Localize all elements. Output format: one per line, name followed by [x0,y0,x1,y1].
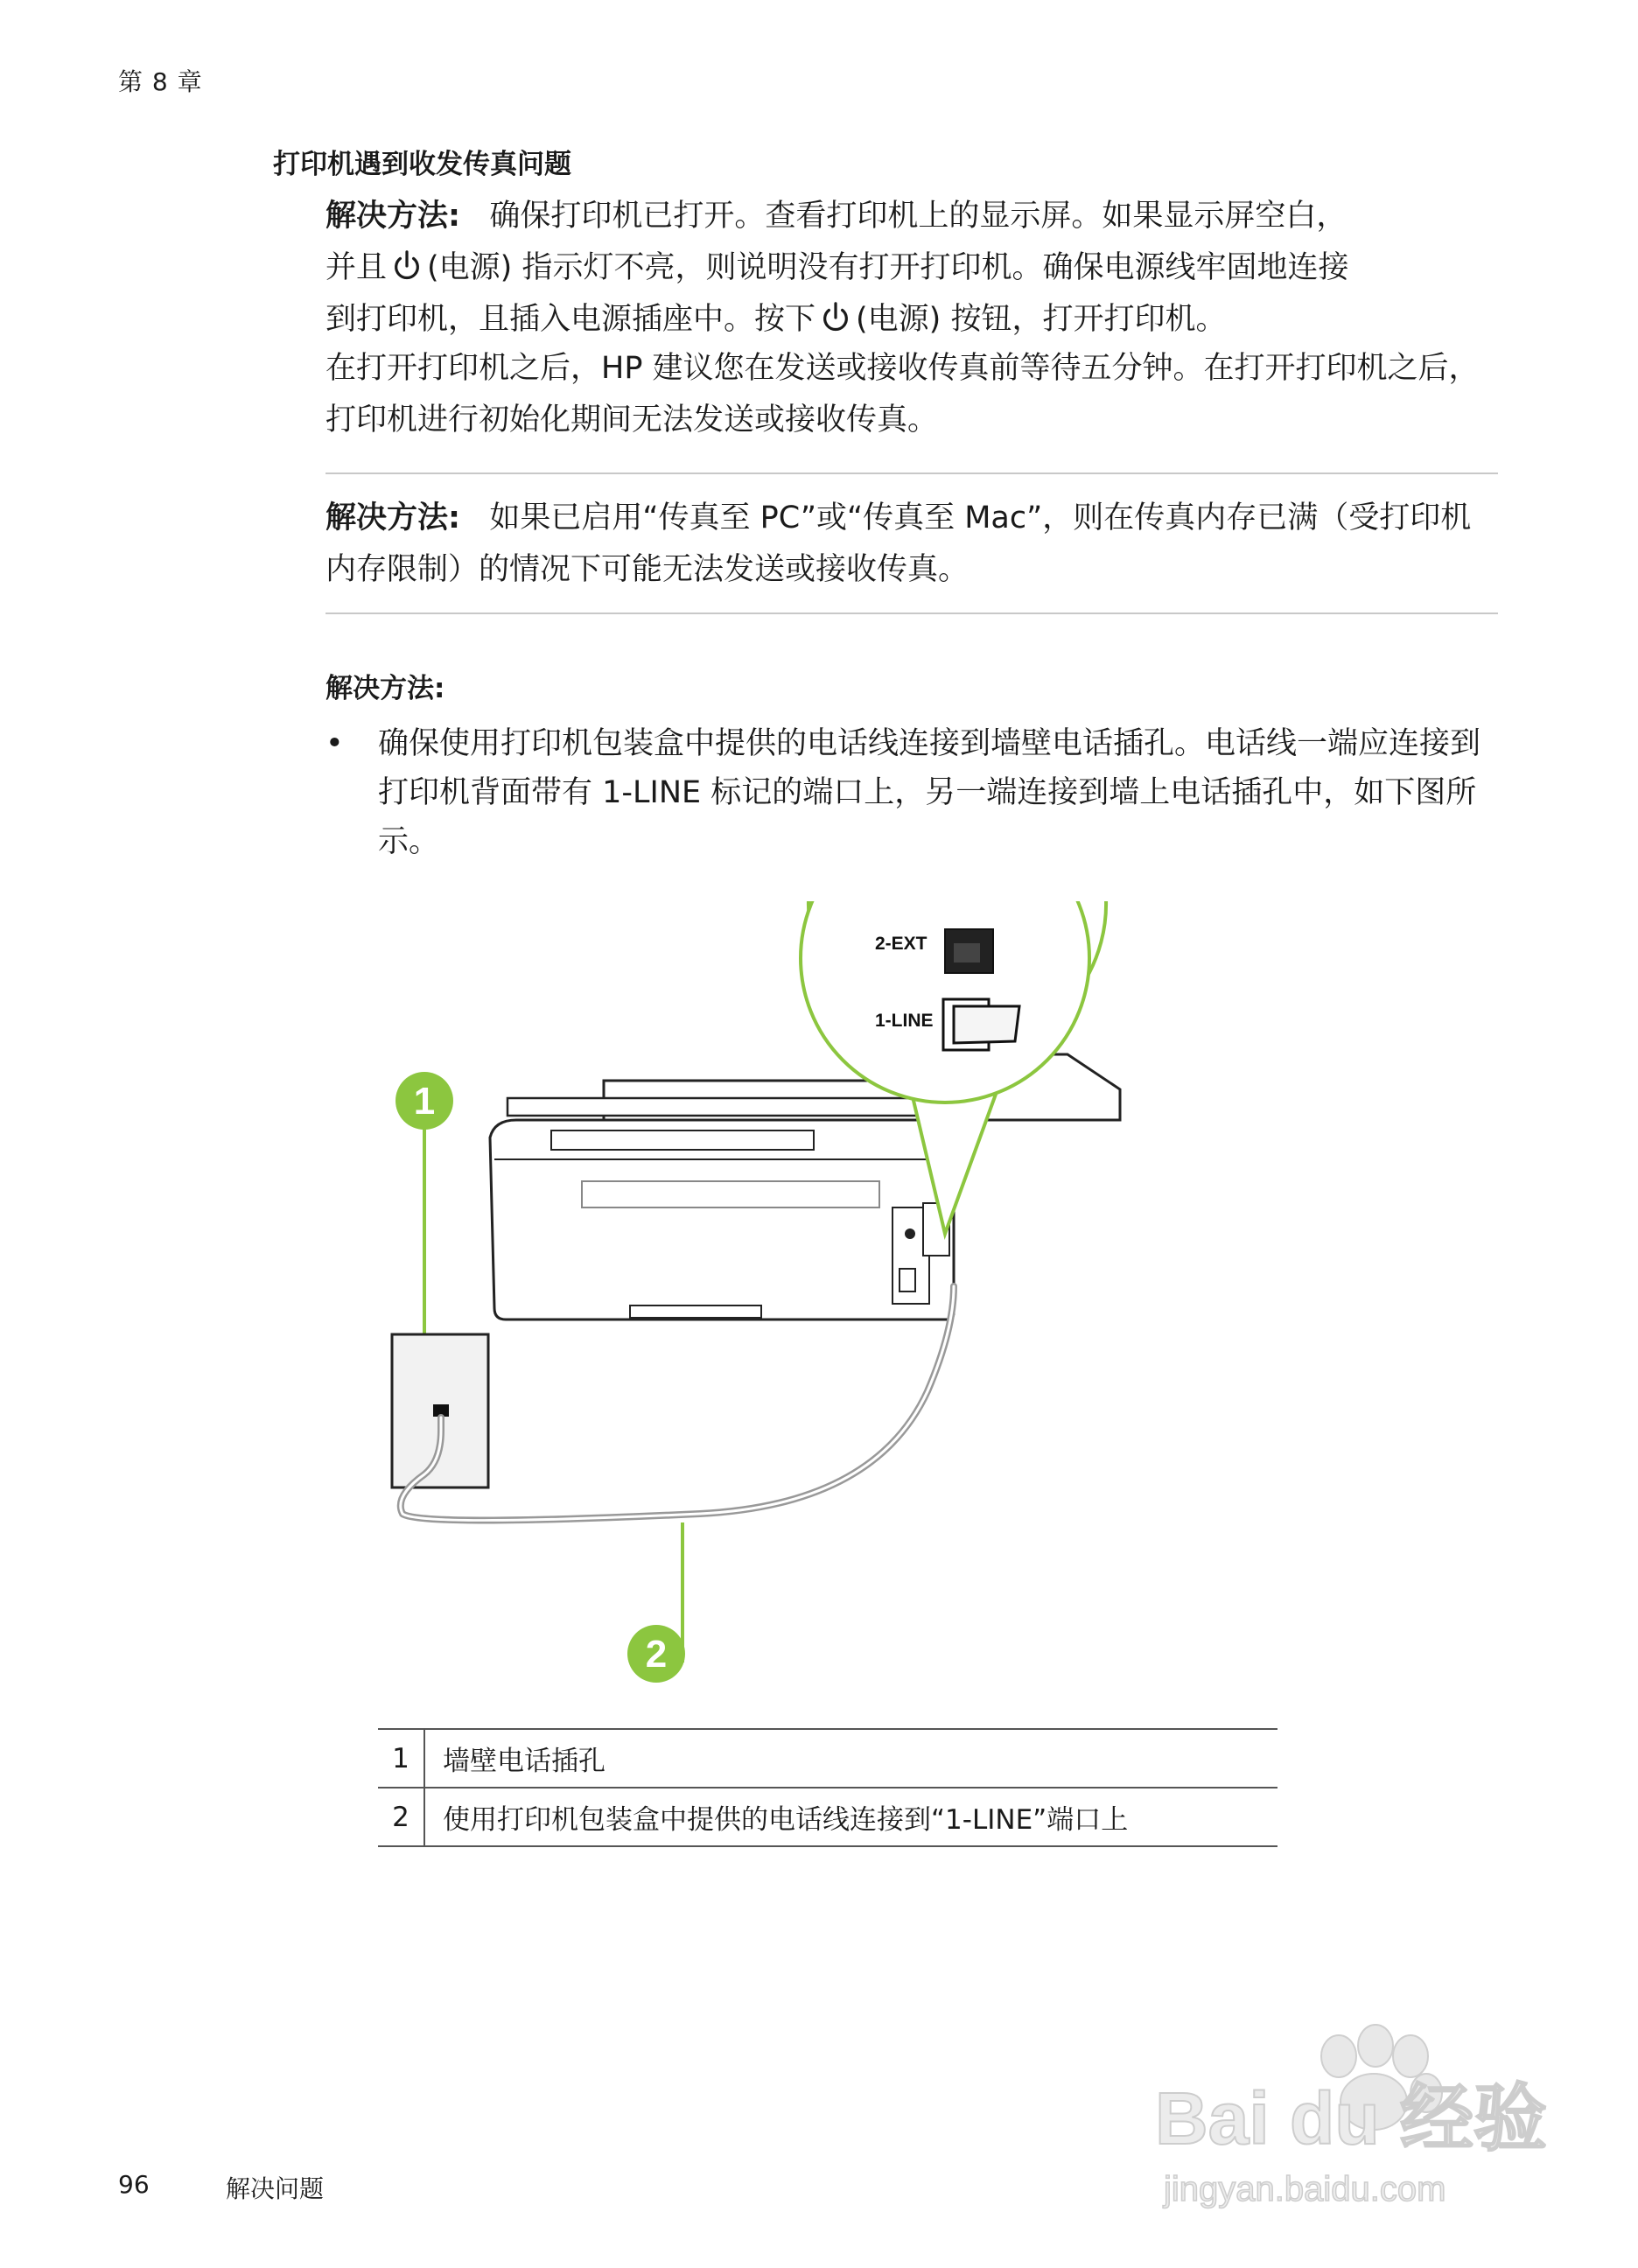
legend-row [378,1788,1278,1846]
bullet-symbol: • [326,726,344,761]
legend-number: 1 [378,1729,424,1788]
solution-label: 解决方法: [326,199,460,234]
divider [326,472,1498,474]
footer-section: 解决问题 [226,2174,325,2203]
para3-text: 如果已启用“传真至 PC”或“传真至 Mac”，则在传真内存已满（受打印机内存限制）的情况下可能无法发送或接收传真。 [326,500,1472,587]
para1-line2-b: (电源) 指示灯不亮，则说明没有打开打印机。确保电源线牢固地连接 [427,250,1349,285]
para1-line2 [326,242,1498,294]
port-ext-label: 2-EXT [875,934,928,954]
legend-number: 2 [378,1788,424,1846]
connection-diagram [350,901,1138,1689]
callout-1-badge [396,1072,453,1130]
figure-legend [378,1728,1278,1847]
baidu-jingyan-watermark [1146,2012,1558,2231]
legend-text: 使用打印机包装盒中提供的电话线连接到“1-LINE”端口上 [424,1788,1278,1846]
divider [326,612,1498,614]
solution-paragraph-2: 在打开打印机之后，HP 建议您在发送或接收传真前等待五分钟。在打开打印机之后，打印机进行初始化期间无法发送或接收传真。 [326,351,1480,438]
section-title: 打印机遇到收发传真问题 [273,149,571,180]
chapter-label: 第 8 章 [118,67,203,96]
solution-paragraph-1 [326,191,1498,346]
power-icon [390,249,424,283]
callout-2-badge [627,1625,685,1683]
solution-label: 解决方法: [326,500,460,536]
para1-line2-a: 并且 [326,250,388,285]
bullet-text: 确保使用打印机包装盒中提供的电话线连接到墙壁电话插孔。电话线一端应连接到打印机背面带有 1-LINE 标记的端口上，另一端连接到墙上电话插孔中，如下图所示。 [378,726,1481,859]
wall-jack [392,1334,488,1488]
para1-line1-text: 确保打印机已打开。查看打印机上的显示屏。如果显示屏空白， [489,199,1348,234]
para1-line3-a: 到打印机，且插入电源插座中。按下 [326,302,816,337]
solution-label-3: 解决方法: [326,673,445,704]
watermark-brand: Bai du 经验 [1155,2077,1548,2160]
para1-line3 [326,294,1498,346]
legend-text: 墙壁电话插孔 [424,1729,1278,1788]
watermark-url: jingyan.baidu.com [1164,2170,1446,2208]
callout-2-number: 2 [645,1633,668,1676]
callout-1-number: 1 [413,1080,436,1123]
page-number: 96 [118,2170,150,2199]
legend-row [378,1729,1278,1788]
para1-line3-b: (电源) 按钮，打开打印机。 [856,302,1227,337]
solution-paragraph-3 [326,493,1498,596]
port-line-label: 1-LINE [875,1011,934,1031]
para1-line1 [326,191,1498,242]
power-icon [819,301,852,334]
